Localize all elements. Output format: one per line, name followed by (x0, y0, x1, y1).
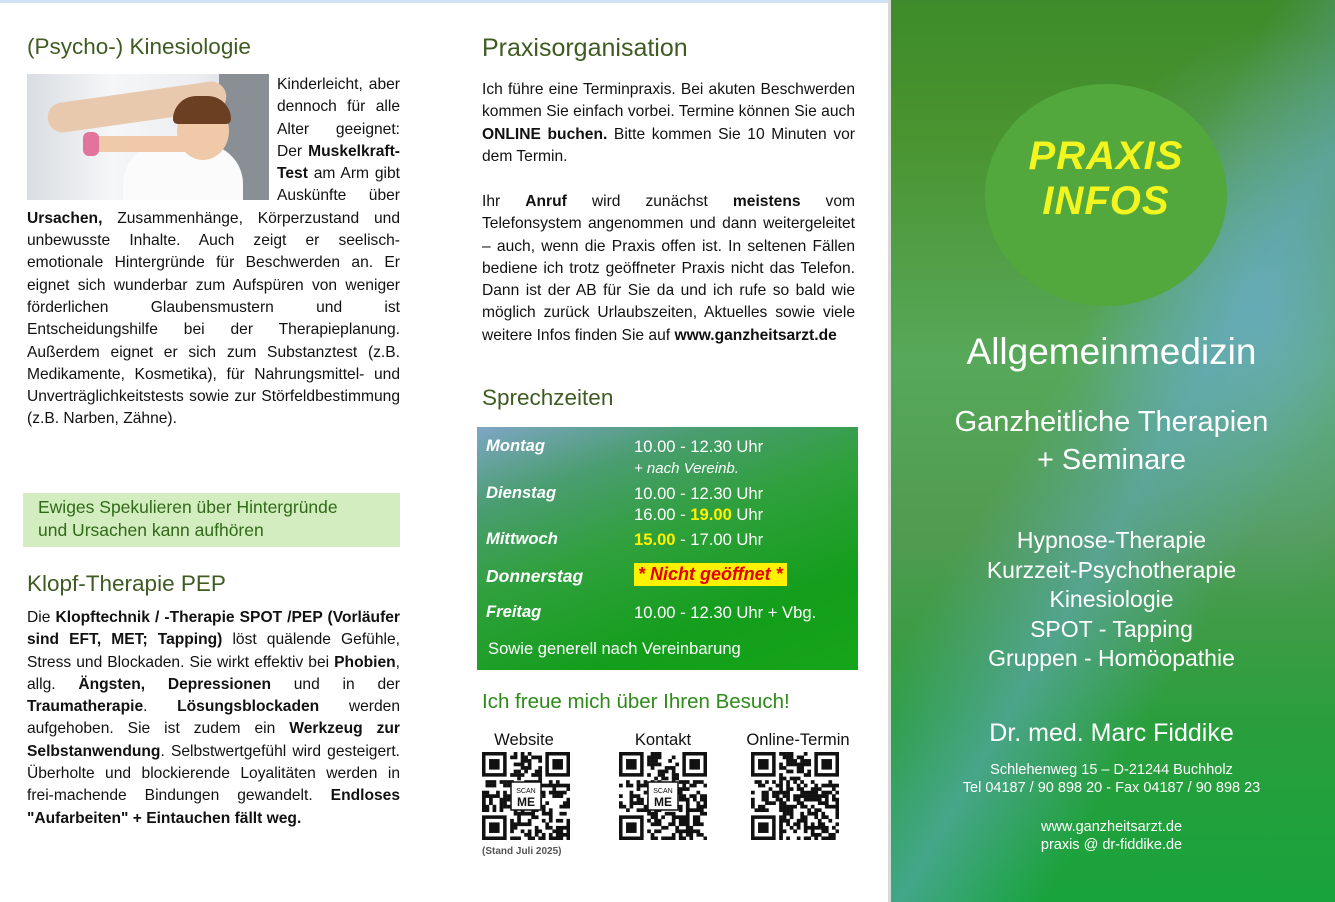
website-link[interactable]: www.ganzheitsarzt.de (1040, 819, 1183, 835)
stand-note: (Stand Juli 2025) (482, 846, 562, 857)
therapy-item: Kinesiologie (1049, 586, 1174, 612)
subtitle-line-2: + Seminare (1036, 444, 1187, 476)
svg-text:SCAN: SCAN (516, 788, 536, 795)
pep-heading: Klopf-Therapie PEP (27, 571, 226, 596)
callout-line-1: Ewiges Spekulieren über Hintergründe (38, 497, 338, 517)
time-wednesday: 15.00 - 17.00 Uhr (634, 530, 764, 549)
kinesiologie-section (27, 74, 400, 431)
therapy-item: Kurzzeit-Psychotherapie (986, 556, 1237, 583)
bold-text: Traumatherapie (27, 698, 144, 716)
callout-line-2: und Ursachen kann aufhören (38, 520, 264, 540)
text: löst quälende Gefühle, Stress und Blockaden. Sie wirkt effektiv bei (27, 631, 401, 671)
svg-text:ME: ME (517, 795, 535, 809)
day-friday: Freitag (486, 602, 542, 621)
bold-text: Werkzeug zur Selbstanwendung (27, 720, 401, 760)
address: Schlehenweg 15 – D-21244 Buchholz (990, 762, 1233, 778)
text: am Arm gibt Auskünfte über (277, 165, 400, 205)
circle-line-2: INFOS (1042, 179, 1170, 223)
kinesiologie-heading: (Psycho-) Kinesiologie (27, 34, 251, 59)
qr-label: Online-Termin (746, 730, 850, 749)
day-tuesday: Dienstag (486, 483, 557, 502)
day-thursday: Donnerstag (486, 566, 584, 586)
bold-text: Anruf (525, 193, 567, 210)
time-tuesday: 10.00 - 12.30 Uhr 16.00 - 19.00 Uhr (634, 484, 764, 524)
text: werden aufgehoben. Sie ist zudem ein (27, 698, 400, 738)
svg-text:ME: ME (654, 795, 672, 809)
top-rule (0, 0, 888, 3)
qr-code[interactable] (482, 752, 570, 840)
text: Bitte kommen Sie 10 Minuten vor dem Termin. (482, 125, 855, 165)
text: Ihr (482, 193, 526, 210)
sprechzeiten-heading: Sprechzeiten (482, 385, 614, 410)
office-hours-box (477, 427, 858, 670)
praxisorganisation-heading: Praxisorganisation (482, 34, 688, 62)
text: und in der (270, 675, 400, 693)
kinesiology-photo (27, 74, 269, 200)
main-specialty: Allgemeinmedizin (966, 331, 1257, 372)
bold-text: Endloses "Aufarbeiten" + Eintauchen fällt weg. (27, 787, 400, 827)
bold-text: Ängsten, Depressionen (78, 675, 271, 693)
time-friday: 10.00 - 12.30 Uhr + Vbg. (634, 603, 817, 622)
qr-code[interactable] (751, 752, 839, 840)
text: Kinderleicht, aber dennoch für alle Alter geeignet: Der (277, 76, 400, 160)
therapy-list (888, 526, 1335, 674)
pep-text (27, 607, 400, 830)
bold-text: ONLINE buchen. (482, 125, 608, 143)
text: vom Telefonsystem angenommen und dann weitergeleitet – auch, wenn die Praxis offen ist. In seltenen Fällen bediene ich trotz geöffneter Praxis nicht das Telefon. Dann ist der AB für Sie da und ich rufe so bald wie möglich zurück Urlaubszeiten, Aktuelles sowie viele weitere Infos finden Sie auf (482, 193, 856, 344)
cover-panel (888, 0, 1335, 902)
organisation-text-1 (482, 79, 855, 168)
bold-text: meistens (732, 193, 801, 210)
text: Zusammenhänge, Körperzustand und unbewusste Inhalte. Auch zeigt er seelisch-emotionale Hintergründe für Beschwerden an. Er eignet sich wunderbar zum Aufspüren von weniger förderlichen Glaubensmustern und ist Entscheidungshilfe bei der Therapieplanung. Außerdem eignet er sich zum Substanztest (z.B. Medikamente, Kosmetika), für Nahrungsmittel- und Unverträglichkeitstests sowie zur Störfeldbestimmung (z.B. Narben, Zähne). (27, 209, 400, 428)
text: , allg. (27, 653, 400, 693)
organisation-text-2 (482, 191, 855, 347)
praxis-infos-circle (985, 84, 1227, 306)
therapy-item: Hypnose-Therapie (1016, 527, 1207, 553)
svg-text:SCAN: SCAN (653, 788, 673, 795)
visit-heading: Ich freue mich über Ihren Besuch! (482, 690, 790, 713)
circle-line-1: PRAXIS (1028, 134, 1184, 178)
qr-code[interactable] (619, 752, 707, 840)
bold-text: Phobien (334, 653, 396, 671)
bold-text: Muskelkraft-Test (277, 142, 400, 183)
text: . Selbstwertgefühl wird gesteigert. Überholte und blockierende Loyalitäten werden in frei-machende Bindungen gewandelt. (27, 742, 400, 805)
bold-text: Klopftechnik / -Therapie SPOT /PEP (Vorläufer sind EFT, MET; Tapping) (27, 609, 400, 649)
qr-label: Website (494, 730, 554, 749)
therapy-item: SPOT - Tapping (1030, 615, 1193, 642)
hours-note: Sowie generell nach Vereinbarung (488, 639, 741, 658)
therapy-item: Gruppen - Homöopathie (988, 645, 1235, 671)
highlight-callout (23, 493, 400, 547)
email-link[interactable]: praxis @ dr-fiddike.de (1040, 837, 1183, 853)
phone-fax: Tel 04187 / 90 898 20 - Fax 04187 / 90 898 23 (962, 780, 1261, 796)
text: wird zunächst (566, 193, 733, 210)
time-thursday (634, 563, 787, 586)
closed-badge: * Nicht geöffnet * (634, 563, 787, 586)
time-monday: 10.00 - 12.30 Uhr + nach Vereinb. (634, 437, 764, 477)
bold-text: www.ganzheitsarzt.de (674, 326, 837, 344)
bold-text: Lösungsblockaden (177, 698, 320, 716)
text: Die (27, 609, 56, 626)
day-monday: Montag (486, 436, 545, 455)
doctor-name: Dr. med. Marc Fiddike (989, 719, 1234, 747)
text: Ich führe eine Terminpraxis. Bei akuten Beschwerden kommen Sie einfach vorbei. Termine können Sie auch (482, 81, 855, 121)
qr-label: Kontakt (634, 730, 692, 749)
bold-text: Ursachen, (27, 209, 103, 227)
text: . (143, 698, 178, 716)
day-wednesday: Mittwoch (486, 529, 558, 548)
subtitle-line-1: Ganzheitliche Therapien (954, 406, 1269, 438)
